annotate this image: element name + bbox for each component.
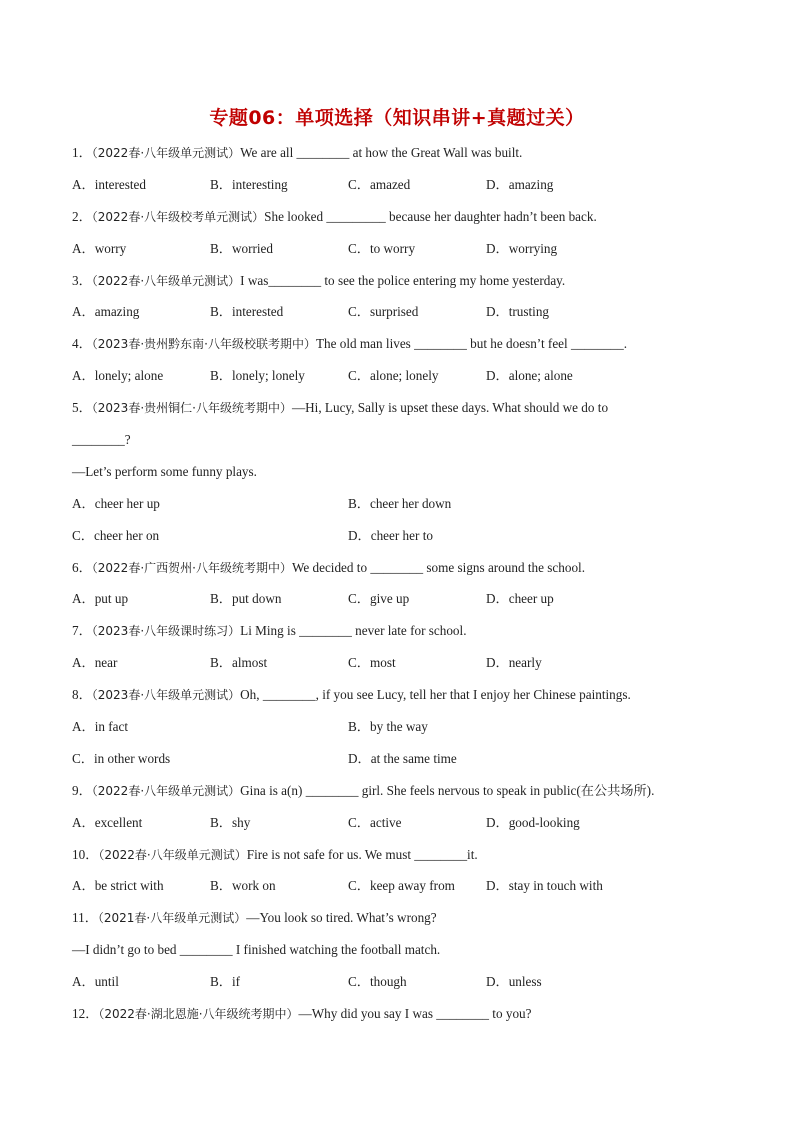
- question-2: 2．（2022春·八年级校考单元测试）She looked _________ because her daughter hadn’t been back.: [72, 208, 597, 224]
- option-c[interactable]: C．cheer her on: [72, 527, 160, 543]
- option-a[interactable]: A．put up: [72, 591, 129, 607]
- question-1: 1．（2022春·八年级单元测试）We are all ________ at how the Great Wall was built.: [72, 145, 523, 160]
- option-b[interactable]: B．interested: [210, 304, 284, 320]
- option-a[interactable]: A．lonely; alone: [72, 368, 164, 384]
- option-b[interactable]: B．put down: [210, 591, 282, 607]
- option-b[interactable]: B．cheer her down: [348, 495, 452, 511]
- option-a[interactable]: A．until: [72, 974, 119, 990]
- question-4-options: [72, 364, 732, 396]
- option-c[interactable]: C．active: [348, 814, 402, 830]
- option-c[interactable]: C．surprised: [348, 304, 419, 320]
- option-a[interactable]: A．excellent: [72, 814, 143, 830]
- option-d[interactable]: D．unless: [486, 974, 542, 990]
- option-a[interactable]: A．interested: [72, 176, 146, 192]
- question-11-options: [72, 970, 732, 1002]
- option-b[interactable]: B．shy: [210, 814, 251, 830]
- option-d[interactable]: D．cheer up: [486, 591, 554, 607]
- question-8-options-row2: [72, 747, 732, 779]
- option-d[interactable]: D．stay in touch with: [486, 878, 603, 894]
- option-b[interactable]: B．almost: [210, 655, 268, 671]
- option-c[interactable]: C．give up: [348, 591, 410, 607]
- question-5: 5．（2023春·贵州铜仁·八年级统考期中）—Hi, Lucy, Sally is upset these days. What should we do to: [72, 400, 609, 416]
- option-d[interactable]: D．good-looking: [486, 814, 580, 830]
- option-b[interactable]: B．worried: [210, 240, 273, 256]
- question-1-options: [72, 173, 732, 205]
- question-12: 12．（2022春·湖北恩施·八年级统考期中）—Why did you say I was ________ to you?: [72, 1006, 532, 1022]
- question-5-options-row2: [72, 524, 732, 556]
- option-b[interactable]: B．by the way: [348, 719, 428, 735]
- question-8-options-row1: [72, 715, 732, 747]
- question-6: 6．（2022春·广西贺州·八年级统考期中）We decided to ________ some signs around the school.: [72, 559, 585, 575]
- question-2-options: [72, 237, 732, 269]
- question-11: 11．（2021春·八年级单元测试）—You look so tired. What’s wrong?: [72, 910, 437, 926]
- question-10-options: [72, 874, 732, 906]
- question-9: 9．（2022春·八年级单元测试）Gina is a(n) ________ girl. She feels nervous to speak in public(在公共场所).: [72, 782, 655, 798]
- page-title: 专题06：单项选择（知识串讲+真题过关）: [209, 107, 585, 129]
- option-a[interactable]: A．near: [72, 655, 118, 671]
- option-b[interactable]: B．if: [210, 974, 241, 990]
- option-d[interactable]: D．nearly: [486, 655, 542, 671]
- question-4: 4．（2023春·贵州黔东南·八年级校联考期中）The old man lives ________ but he doesn’t feel ________.: [72, 336, 628, 352]
- question-9-options: [72, 811, 732, 843]
- option-c[interactable]: C．keep away from: [348, 878, 455, 894]
- option-b[interactable]: B．interesting: [210, 176, 288, 192]
- option-a[interactable]: A．cheer her up: [72, 495, 160, 511]
- option-c[interactable]: C．though: [348, 974, 407, 990]
- option-c[interactable]: C．amazed: [348, 176, 411, 192]
- option-a[interactable]: A．in fact: [72, 719, 129, 735]
- option-d[interactable]: D．cheer her to: [348, 527, 433, 543]
- question-3: 3．（2022春·八年级单元测试）I was________ to see the police entering my home yesterday.: [72, 272, 566, 288]
- option-b[interactable]: B．lonely; lonely: [210, 368, 305, 384]
- question-list: [72, 141, 732, 1034]
- question-6-options: [72, 587, 732, 619]
- option-d[interactable]: D．trusting: [486, 304, 550, 320]
- question-5-continued: ________?: [72, 432, 131, 448]
- question-3-options: [72, 300, 732, 332]
- question-11-reply: —I didn’t go to bed ________ I finished watching the football match.: [72, 942, 441, 958]
- option-d[interactable]: D．alone; alone: [486, 368, 573, 384]
- option-c[interactable]: C．to worry: [348, 240, 416, 256]
- option-c[interactable]: C．in other words: [72, 750, 171, 766]
- option-d[interactable]: D．amazing: [486, 176, 554, 192]
- question-5-options-row1: [72, 492, 732, 524]
- option-d[interactable]: D．at the same time: [348, 750, 457, 766]
- option-c[interactable]: C．most: [348, 655, 396, 671]
- question-10: 10．（2022春·八年级单元测试）Fire is not safe for us. We must ________it.: [72, 846, 478, 862]
- option-a[interactable]: A．worry: [72, 240, 127, 256]
- option-a[interactable]: A．be strict with: [72, 878, 164, 894]
- question-7: 7．（2023春·八年级课时练习）Li Ming is ________ never late for school.: [72, 623, 467, 639]
- question-5-reply: —Let’s perform some funny plays.: [72, 463, 257, 479]
- question-7-options: [72, 651, 732, 683]
- question-8: 8．（2023春·八年级单元测试）Oh, ________, if you see Lucy, tell her that I enjoy her Chinese paintings.: [72, 687, 631, 703]
- option-d[interactable]: D．worrying: [486, 240, 558, 256]
- option-a[interactable]: A．amazing: [72, 304, 140, 320]
- option-c[interactable]: C．alone; lonely: [348, 368, 439, 384]
- option-b[interactable]: B．work on: [210, 878, 276, 894]
